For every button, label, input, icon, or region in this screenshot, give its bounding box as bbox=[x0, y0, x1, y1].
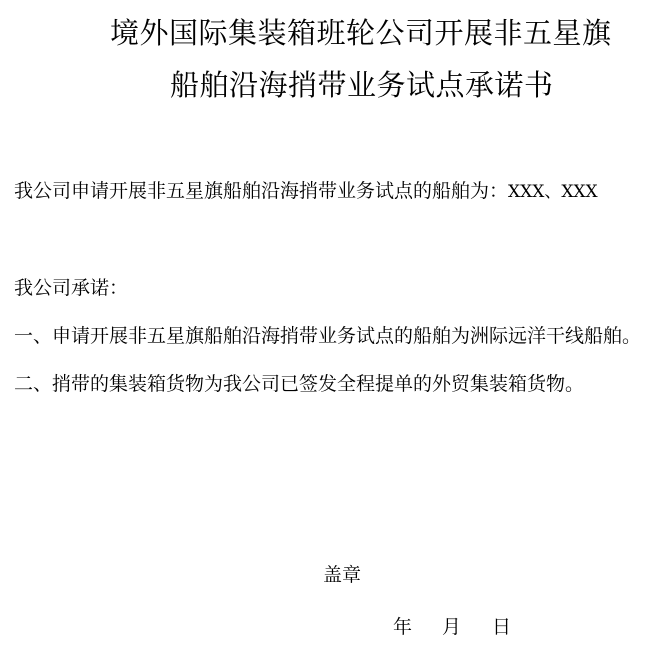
application-text: 我公司申请开展非五星旗船舶沿海捎带业务试点的船舶为： bbox=[14, 180, 509, 202]
promise-heading: 我公司承诺： bbox=[14, 277, 129, 299]
date-line bbox=[393, 614, 511, 640]
document-title-line-1: 境外国际集装箱班轮公司开展非五星旗 bbox=[110, 16, 612, 50]
ship-names: XXX、XXX bbox=[508, 182, 598, 202]
promise-item-2: 二、捎带的集装箱货物为我公司已签发全程提单的外贸集装箱货物。 bbox=[14, 373, 585, 395]
date-day-label: 日 bbox=[492, 616, 512, 638]
seal-label: 盖章 bbox=[323, 564, 362, 586]
application-paragraph bbox=[14, 178, 598, 205]
promise-item-1: 一、申请开展非五星旗船舶沿海捎带业务试点的船舶为洲际远洋干线船舶。 bbox=[14, 325, 642, 347]
date-month-label: 月 bbox=[442, 616, 462, 638]
date-year-label: 年 bbox=[393, 616, 413, 638]
document-title-line-2: 船舶沿海捎带业务试点承诺书 bbox=[170, 68, 554, 102]
